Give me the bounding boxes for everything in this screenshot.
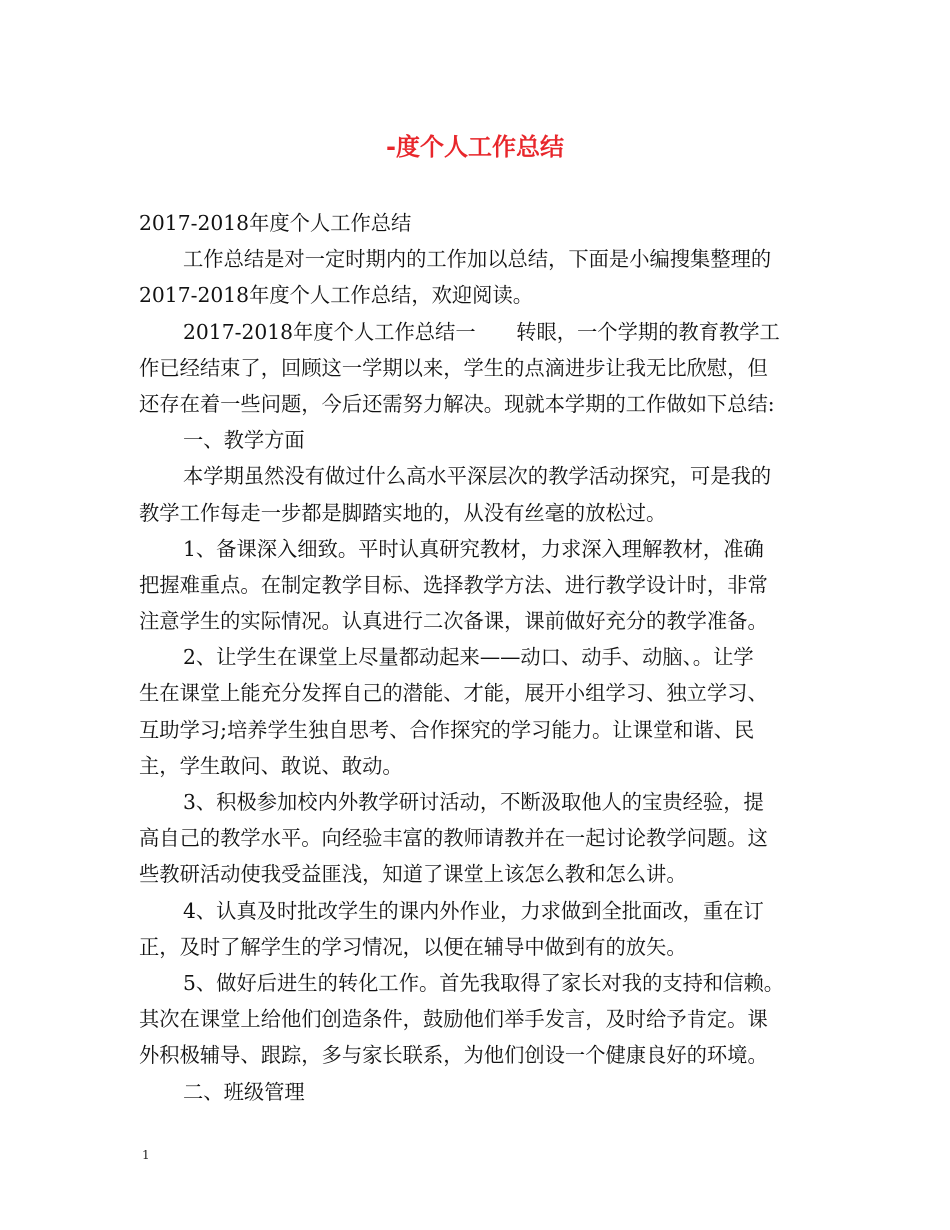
text-line: 些教研活动使我受益匪浅，知道了课堂上该怎么教和怎么讲。 bbox=[139, 862, 687, 887]
text-line: 外积极辅导、跟踪，多与家长联系，为他们创设一个健康良好的环境。 bbox=[139, 1043, 768, 1068]
text-line: 作已经结束了，回顾这一学期以来，学生的点滴进步让我无比欣慰，但 bbox=[139, 355, 768, 380]
text-line: 1、备课深入细致。平时认真研究教材，力求深入理解教材，准确 bbox=[183, 536, 764, 561]
text-line: 5、做好后进生的转化工作。首先我取得了家长对我的支持和信赖。 bbox=[183, 970, 785, 995]
text-line: 本学期虽然没有做过什么高水平深层次的教学活动探究，可是我的 bbox=[183, 464, 772, 489]
text-line: 互助学习;培养学生独自思考、合作探究的学习能力。让课堂和谐、民 bbox=[139, 717, 755, 742]
text-line: 主，学生敢问、敢说、敢动。 bbox=[139, 753, 403, 778]
section-heading: 一、教学方面 bbox=[183, 428, 305, 453]
text-line: 4、认真及时批改学生的课内外作业，力求做到全批面改，重在订 bbox=[183, 898, 764, 923]
text-line: 把握难重点。在制定教学目标、选择教学方法、进行教学设计时，非常 bbox=[139, 572, 768, 597]
text-line: 其次在课堂上给他们创造条件，鼓励他们举手发言，及时给予肯定。课 bbox=[139, 1007, 768, 1032]
text-line: 2、让学生在课堂上尽量都动起来——动口、动手、动脑、。让学 bbox=[183, 645, 754, 670]
text-line: 生在课堂上能充分发挥自己的潜能、才能，展开小组学习、独立学习、 bbox=[139, 681, 768, 706]
text-line: 2017-2018年度个人工作总结 bbox=[139, 211, 412, 235]
page-number: 1 bbox=[142, 1148, 150, 1162]
text-line: 还存在着一些问题，今后还需努力解决。现就本学期的工作做如下总结: bbox=[139, 391, 775, 416]
text-line: 注意学生的实际情况。认真进行二次备课，课前做好充分的教学准备。 bbox=[139, 609, 768, 634]
document-title: -度个人工作总结 bbox=[386, 133, 564, 161]
section-heading: 二、班级管理 bbox=[183, 1079, 305, 1104]
text-line: 高自己的教学水平。向经验丰富的教师请教并在一起讨论教学问题。这 bbox=[139, 826, 768, 851]
document-body bbox=[139, 205, 819, 1110]
text-line: 3、积极参加校内外教学研讨活动，不断汲取他人的宝贵经验，提 bbox=[183, 790, 764, 814]
text-line: 工作总结是对一定时期内的工作加以总结，下面是小编搜集整理的 bbox=[183, 247, 772, 272]
text-line: 2017-2018年度个人工作总结，欢迎阅读。 bbox=[139, 283, 534, 308]
text-line: 正，及时了解学生的学习情况，以便在辅导中做到有的放矢。 bbox=[139, 934, 687, 959]
text-line: 2017-2018年度个人工作总结一 转眼，一个学期的教育教学工 bbox=[183, 319, 780, 344]
text-line: 教学工作每走一步都是脚踏实地的，从没有丝毫的放松过。 bbox=[139, 500, 667, 525]
